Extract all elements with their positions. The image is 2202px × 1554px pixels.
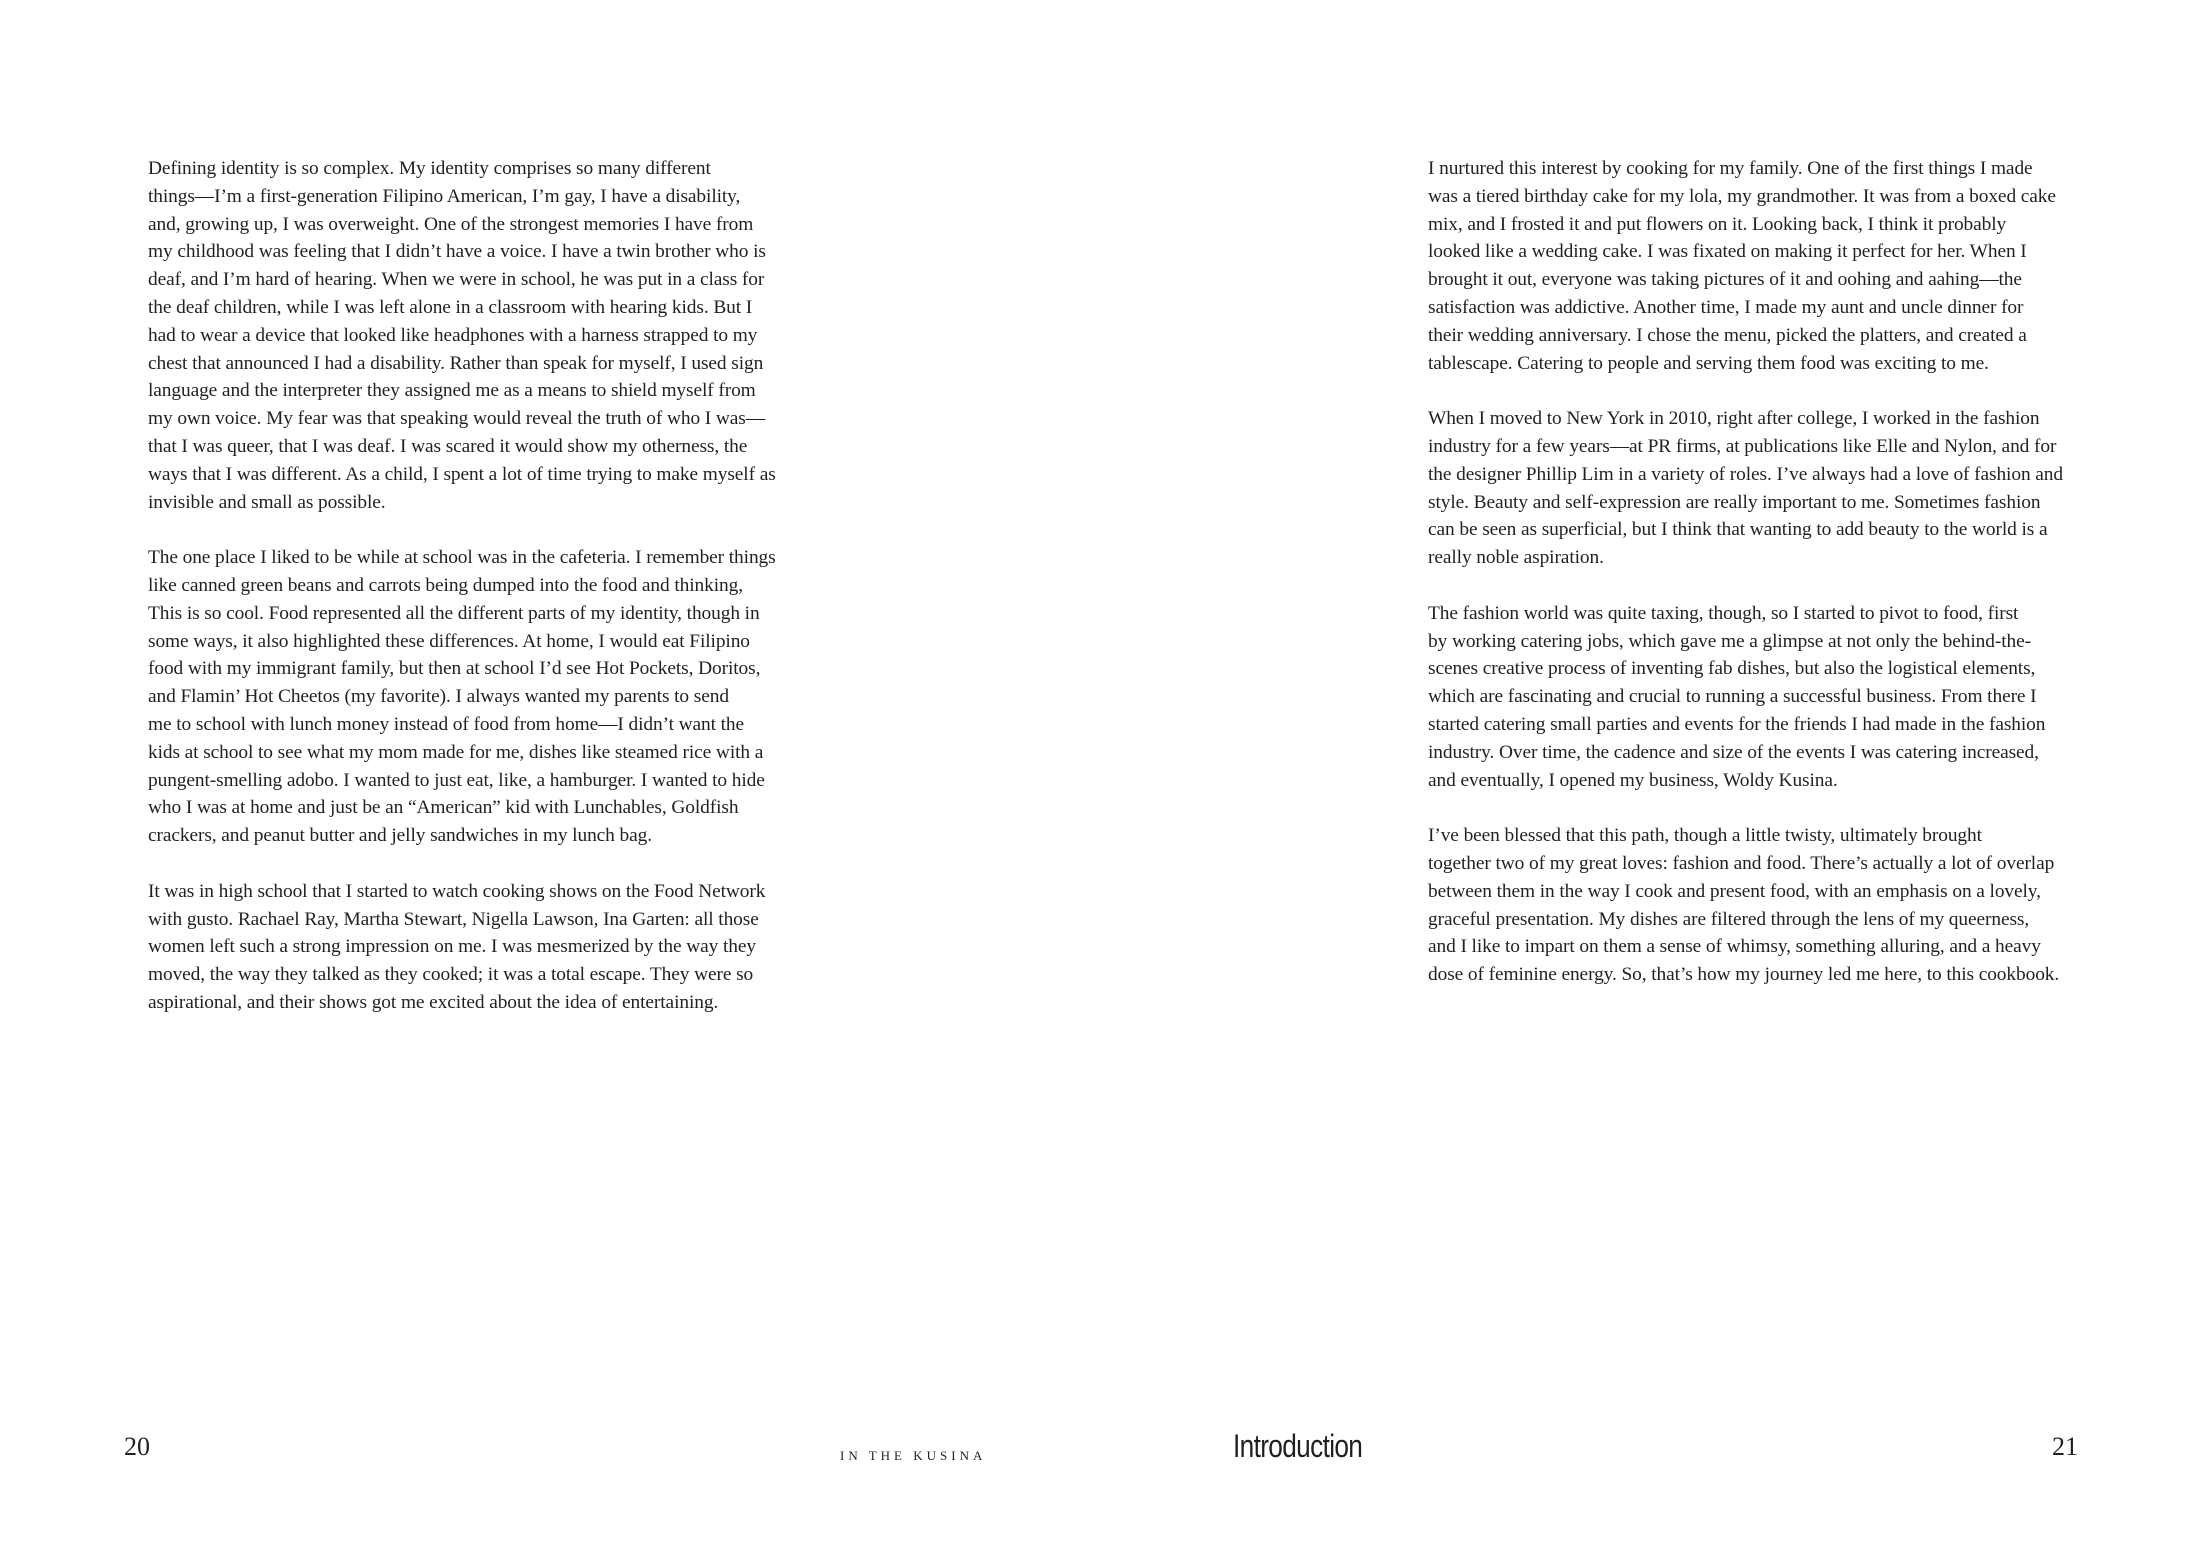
paragraph-line: some ways, it also highlighted these differences. At home, I would eat Filipino [148,630,750,652]
paragraph-line: When I moved to New York in 2010, right after college, I worked in the fashion [1428,408,2040,430]
paragraph-line: The one place I liked to be while at school was in the cafeteria. I remember things [148,547,776,569]
paragraph-line: kids at school to see what my mom made for me, dishes like steamed rice with a [148,741,764,763]
paragraph-line: and I like to impart on them a sense of whimsy, something alluring, and a heavy [1428,936,2041,958]
right-page-body [1428,155,2088,1017]
paragraph-line: brought it out, everyone was taking pictures of it and oohing and aahing—the [1428,269,2022,291]
paragraph-line: my childhood was feeling that I didn’t have a voice. I have a twin brother who is [148,241,766,263]
paragraph-line: graceful presentation. My dishes are filtered through the lens of my queerness, [1428,908,2030,930]
paragraph-line: food with my immigrant family, but then at school I’d see Hot Pockets, Doritos, [148,658,761,680]
paragraph-line: industry. Over time, the cadence and size of the events I was catering increased, [1428,741,2039,763]
paragraph-line: the designer Phillip Lim in a variety of roles. I’ve always had a love of fashion and [1428,463,2063,485]
paragraph-line: women left such a strong impression on me. I was mesmerized by the way they [148,936,757,958]
paragraph-line: style. Beauty and self-expression are really important to me. Sometimes fashion [1428,491,2041,513]
running-head-chapter-title: Introduction [1233,1428,1363,1464]
paragraph-line: industry for a few years—at PR firms, at publications like Elle and Nylon, and for [1428,435,2057,457]
page-number-left: 20 [124,1432,150,1461]
body-paragraph [148,878,798,1017]
paragraph-line: like canned green beans and carrots being dumped into the food and thinking, [148,574,743,596]
paragraph-line: tablescape. Catering to people and serving them food was exciting to me. [1428,352,1989,374]
paragraph-line: dose of feminine energy. So, that’s how my journey led me here, to this cookbook. [1428,964,2060,986]
paragraph-line: me to school with lunch money instead of food from home—I didn’t want the [148,713,745,735]
body-paragraph [148,155,798,516]
running-head-book-title: IN THE KUSINA [840,1448,987,1463]
paragraph-line: invisible and small as possible. [148,491,386,513]
paragraph-line: between them in the way I cook and present food, with an emphasis on a lovely, [1428,880,2041,902]
paragraph-line: was a tiered birthday cake for my lola, my grandmother. It was from a boxed cake [1428,185,2056,207]
paragraph-line: had to wear a device that looked like headphones with a harness strapped to my [148,324,758,346]
paragraph-line: pungent-smelling adobo. I wanted to just eat, like, a hamburger. I wanted to hide [148,769,765,791]
paragraph-line: started catering small parties and events for the friends I had made in the fashion [1428,713,2046,735]
paragraph-line: which are fascinating and crucial to running a successful business. From there I [1428,686,2037,708]
paragraph-line: and Flamin’ Hot Cheetos (my favorite). I always wanted my parents to send [148,686,729,708]
paragraph-line: aspirational, and their shows got me excited about the idea of entertaining. [148,991,719,1013]
left-page-body [148,155,798,1045]
paragraph-line: looked like a wedding cake. I was fixated on making it perfect for her. When I [1428,241,2027,263]
paragraph-line: moved, the way they talked as they cooked; it was a total escape. They were so [148,964,754,986]
paragraph-line: This is so cool. Food represented all the different parts of my identity, though in [148,602,760,624]
paragraph-line: satisfaction was addictive. Another time, I made my aunt and uncle dinner for [1428,296,2024,318]
paragraph-line: mix, and I frosted it and put flowers on it. Looking back, I think it probably [1428,213,2007,235]
paragraph-line: the deaf children, while I was left alone in a classroom with hearing kids. But I [148,296,753,318]
body-paragraph [1428,600,2088,795]
paragraph-line: crackers, and peanut butter and jelly sandwiches in my lunch bag. [148,825,652,847]
paragraph-line: I’ve been blessed that this path, though a little twisty, ultimately brought [1428,825,1982,847]
body-paragraph [1428,822,2088,989]
paragraph-line: really noble aspiration. [1428,547,1604,569]
right-page [1101,0,2202,1554]
paragraph-line: Defining identity is so complex. My identity comprises so many different [148,158,711,179]
paragraph-line: things—I’m a first-generation Filipino American, I’m gay, I have a disability, [148,185,741,207]
paragraph-line: The fashion world was quite taxing, though, so I started to pivot to food, first [1428,602,2019,624]
paragraph-line: that I was queer, that I was deaf. I was scared it would show my otherness, the [148,435,748,457]
paragraph-line: can be seen as superficial, but I think that wanting to add beauty to the world is a [1428,519,2048,541]
paragraph-line: my own voice. My fear was that speaking would reveal the truth of who I was— [148,408,766,430]
paragraph-line: their wedding anniversary. I chose the menu, picked the platters, and created a [1428,324,2027,346]
body-paragraph [148,544,798,850]
page-number-right: 21 [2052,1432,2078,1461]
paragraph-line: chest that announced I had a disability. Rather than speak for myself, I used sign [148,352,764,374]
paragraph-line: deaf, and I’m hard of hearing. When we were in school, he was put in a class for [148,269,765,291]
paragraph-line: together two of my great loves: fashion and food. There’s actually a lot of overlap [1428,852,2055,874]
paragraph-line: by working catering jobs, which gave me a glimpse at not only the behind-the- [1428,630,2031,652]
paragraph-line: It was in high school that I started to watch cooking shows on the Food Network [148,880,766,902]
paragraph-line: I nurtured this interest by cooking for my family. One of the first things I made [1428,158,2033,179]
body-paragraph [1428,155,2088,377]
paragraph-line: language and the interpreter they assigned me as a means to shield myself from [148,380,756,402]
paragraph-line: ways that I was different. As a child, I spent a lot of time trying to make myself as [148,463,776,485]
body-paragraph [1428,405,2088,572]
paragraph-line: and, growing up, I was overweight. One of the strongest memories I have from [148,213,754,235]
paragraph-line: scenes creative process of inventing fab dishes, but also the logistical elements, [1428,658,2036,680]
paragraph-line: who I was at home and just be an “American” kid with Lunchables, Goldfish [148,797,739,819]
paragraph-line: and eventually, I opened my business, Woldy Kusina. [1428,769,1838,791]
paragraph-line: with gusto. Rachael Ray, Martha Stewart, Nigella Lawson, Ina Garten: all those [148,908,759,930]
